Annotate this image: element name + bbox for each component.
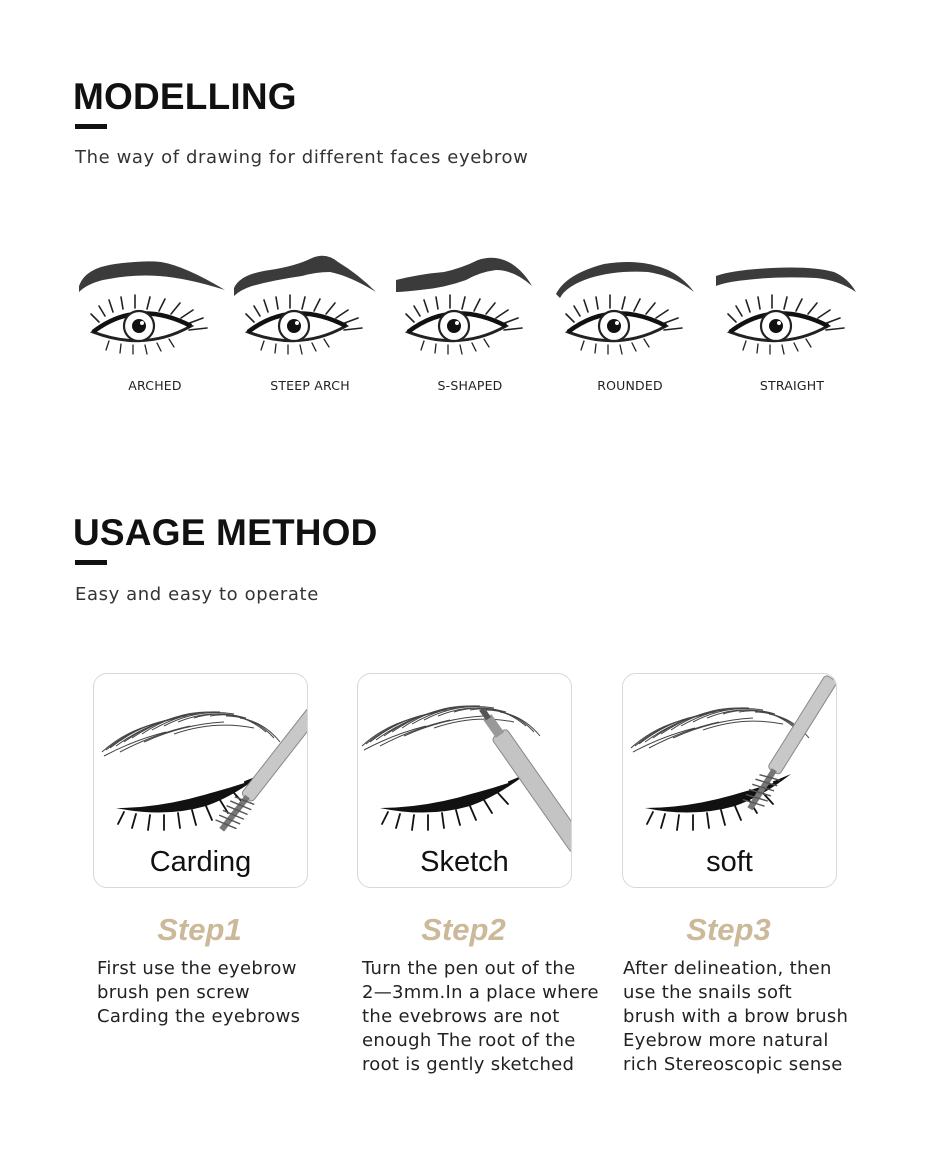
shape-rounded [550,240,710,400]
modelling-title: MODELLING [73,76,297,117]
card-word: soft [706,846,753,878]
description-line: rich Stereoscopic sense [623,1054,843,1075]
shape-label: S-SHAPED [437,378,503,393]
usage-title-underline [75,560,107,565]
description-line: 2—3mm.In a place where [362,982,599,1003]
shape-label: STRAIGHT [759,378,825,393]
shape-label: ROUNDED [597,378,663,393]
eyebrow-shapes-row [0,240,930,410]
shape-label: STEEP ARCH [270,378,350,393]
usage-subtitle: Easy and easy to operate [75,584,319,605]
rounded-eyebrow-eye-icon [550,240,710,370]
shape-arched [75,240,235,400]
shape-s-shaped [390,240,550,400]
step3-card [622,673,837,888]
description-line: enough The root of the [362,1030,576,1051]
card-word: Sketch [420,846,509,878]
modelling-title-underline [75,124,107,129]
shape-steep-arch [230,240,390,400]
description-line: root is gently sketched [362,1054,575,1075]
description-line: brush pen screw [97,982,250,1003]
description-line: brush with a brow brush [623,1006,849,1027]
description-line: Carding the eyebrows [97,1006,301,1027]
description-line: Eyebrow more natural [623,1030,829,1051]
description-line: the evebrows are not [362,1006,560,1027]
steep-arch-eyebrow-eye-icon [230,240,390,370]
description-line: After delineation, then [623,958,832,979]
step3-description [623,957,868,1077]
usage-title: USAGE METHOD [73,512,378,553]
description-line: First use the eyebrow [97,958,297,979]
arched-eyebrow-eye-icon [75,240,235,370]
step1-card [93,673,308,888]
step3-heading: Step3 [686,912,771,947]
step2-heading: Step2 [421,912,506,947]
straight-eyebrow-eye-icon [712,240,872,370]
shape-label: ARCHED [128,378,182,393]
shape-straight [712,240,872,400]
card-word: Carding [149,846,252,878]
step2-description [362,957,607,1077]
step1-heading: Step1 [157,912,242,947]
step1-description [97,957,342,1029]
s-shaped-eyebrow-eye-icon [390,240,550,370]
step2-card [357,673,572,888]
description-line: use the snails soft [623,982,792,1003]
description-line: Turn the pen out of the [362,958,576,979]
modelling-subtitle: The way of drawing for different faces eyebrow [75,147,529,168]
